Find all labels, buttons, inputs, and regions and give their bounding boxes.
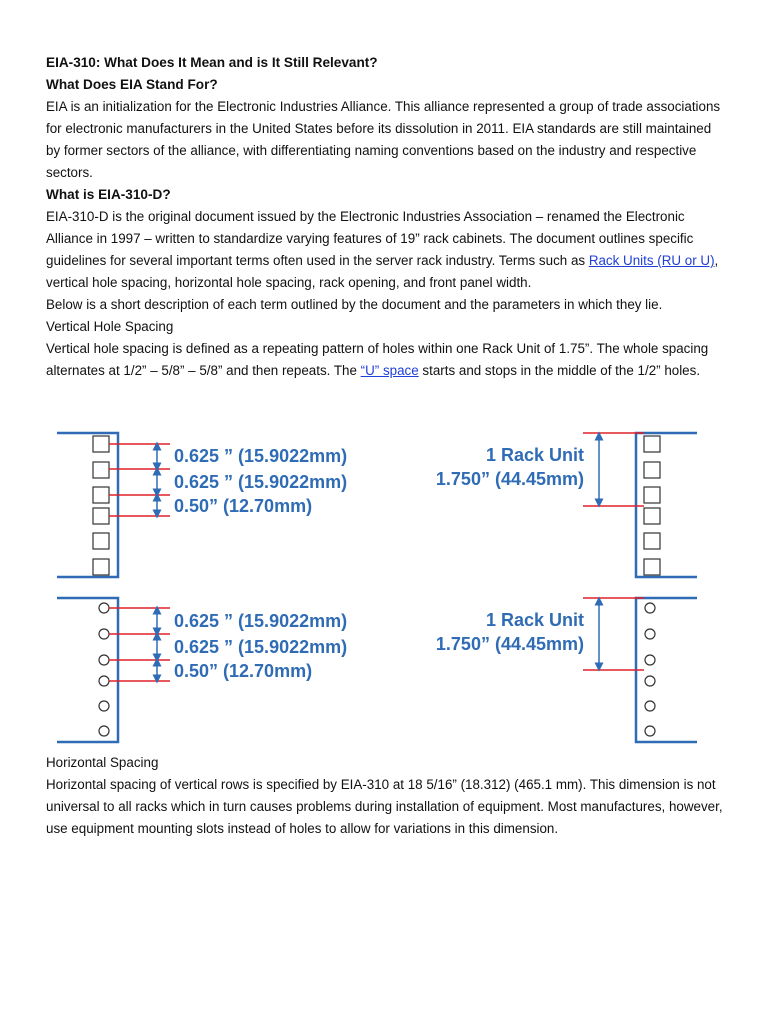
paragraph-vertical (46, 338, 726, 382)
top-right-square-rail (436, 433, 697, 577)
rack-hole-spacing-diagram (0, 420, 768, 750)
paragraph-below: Below is a short description of each term outlined by the document and the parameters in which they lie. (46, 297, 663, 312)
rack-unit-value: 1.750” (44.45mm) (435, 469, 584, 489)
heading-eia: What Does EIA Stand For? (46, 77, 218, 92)
heading-horizontal-spacing: Horizontal Spacing (46, 755, 159, 770)
paragraph-eia-310-d-text-start: EIA-310-D is the original document issued by the Electronic Industries Association – renamed the Electronic Alliance in 1997 – written to standardize varying features of 19” rack cabinets. The document outlines specific guidelines for several important terms often used in the server rack industry. Terms such as (46, 209, 694, 268)
dimension-label-3: 0.50” (12.70mm) (174, 496, 313, 516)
paragraph-horizontal: Horizontal spacing of vertical rows is specified by EIA-310 at 18 5/16” (18.312) (465.1 mm). This dimension is not universal to all racks which in turn causes problems during installation of equipment. Most manufactures, however, use equipment mounting slots instead of holes to allow for variations in this dimension. (46, 777, 723, 836)
bottom-left-round-rail (57, 598, 347, 742)
bottom-right-round-rail (436, 598, 697, 742)
rack-units-link[interactable]: Rack Units (RU or U) (588, 253, 715, 268)
paragraph-eia-310-d (46, 206, 726, 294)
dimension-label-3-round: 0.50” (12.70mm) (174, 661, 313, 681)
page-title: EIA-310: What Does It Mean and is It Still Relevant? (46, 55, 378, 70)
rack-unit-label-round: 1 Rack Unit (485, 610, 584, 630)
heading-eia-310-d: What is EIA-310-D? (46, 187, 171, 202)
paragraph-eia-310-d-text-end: , vertical hole spacing, horizontal hole spacing, rack opening, and front panel width. (46, 253, 719, 290)
u-space-link[interactable]: “U” space (360, 363, 419, 378)
horizontal-section (46, 752, 726, 840)
dimension-label-1-round: 0.625 ” (15.9022mm) (174, 611, 348, 631)
rack-unit-label: 1 Rack Unit (485, 445, 584, 465)
intro-section (46, 52, 726, 382)
dimension-label-1: 0.625 ” (15.9022mm) (174, 446, 348, 466)
dimension-label-2: 0.625 ” (15.9022mm) (174, 472, 348, 492)
paragraph-vertical-text-start: Vertical hole spacing is defined as a repeating pattern of holes within one Rack Unit of 1.75”. The whole spacing alternates at 1/2” – 5/8” – 5/8” and then repeats. The (46, 341, 709, 378)
rack-unit-value-round: 1.750” (44.45mm) (435, 634, 584, 654)
paragraph-vertical-text-end: starts and stops in the middle of the 1/2” holes. (418, 363, 701, 378)
dimension-label-2-round: 0.625 ” (15.9022mm) (174, 637, 348, 657)
top-left-square-rail (57, 433, 347, 577)
heading-vertical-hole-spacing: Vertical Hole Spacing (46, 319, 174, 334)
paragraph-eia: EIA is an initialization for the Electronic Industries Alliance. This alliance represented a group of trade associations for electronic manufacturers in the United States before its dissolution in 2011. EIA standards are still maintained by former sectors of the alliance, with differentiating naming conventions based on the industry and respective sectors. (46, 99, 721, 180)
